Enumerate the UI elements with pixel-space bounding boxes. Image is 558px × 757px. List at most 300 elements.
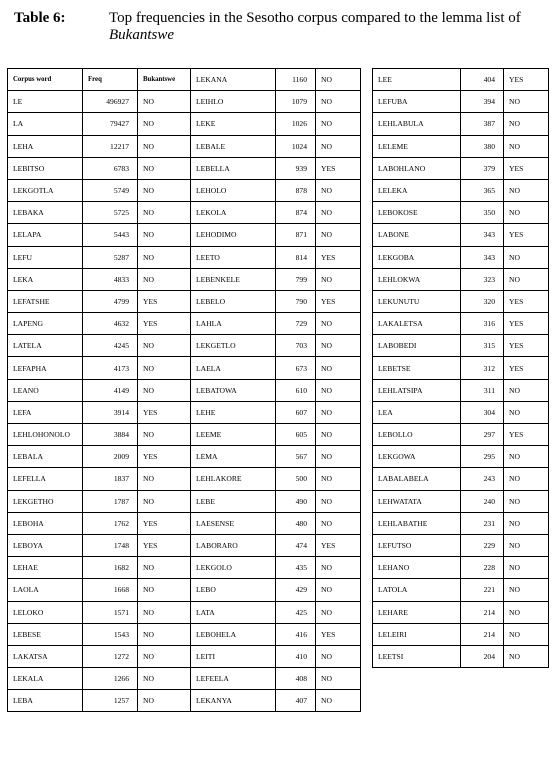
bukantswe-cell: NO xyxy=(504,468,549,490)
table-row xyxy=(373,91,549,113)
bukantswe-cell: NO xyxy=(316,135,361,157)
bukantswe-cell: YES xyxy=(138,512,191,534)
table-row xyxy=(8,512,191,534)
bukantswe-cell: NO xyxy=(504,534,549,556)
table-row xyxy=(191,668,361,690)
table-row xyxy=(373,512,549,534)
bukantswe-cell: NO xyxy=(138,224,191,246)
corpus-word-cell: LEBALA xyxy=(8,446,83,468)
table-row xyxy=(8,446,191,468)
corpus-word-cell: LABONE xyxy=(373,224,461,246)
table-row xyxy=(8,601,191,623)
table-row xyxy=(191,579,361,601)
bukantswe-cell: NO xyxy=(316,468,361,490)
freq-cell: 1079 xyxy=(276,91,316,113)
table-row xyxy=(8,179,191,201)
table-row xyxy=(373,135,549,157)
table-row xyxy=(373,468,549,490)
bukantswe-cell: NO xyxy=(138,690,191,712)
corpus-word-cell: LEKGOTLA xyxy=(8,179,83,201)
freq-cell: 790 xyxy=(276,290,316,312)
corpus-word-cell: LEHLATSIPA xyxy=(373,379,461,401)
bukantswe-cell: NO xyxy=(138,601,191,623)
bukantswe-cell: NO xyxy=(138,335,191,357)
bukantswe-cell: NO xyxy=(316,401,361,423)
bukantswe-cell: NO xyxy=(138,424,191,446)
corpus-word-cell: LEBATOWA xyxy=(191,379,276,401)
freq-cell: 871 xyxy=(276,224,316,246)
corpus-word-cell: LEMA xyxy=(191,446,276,468)
freq-cell: 1762 xyxy=(83,512,138,534)
bukantswe-cell: YES xyxy=(504,335,549,357)
table-row xyxy=(8,401,191,423)
bukantswe-cell: YES xyxy=(316,623,361,645)
freq-cell: 1160 xyxy=(276,69,316,91)
corpus-word-cell: LEHLOHONOLO xyxy=(8,424,83,446)
table-row xyxy=(191,512,361,534)
freq-cell: 79427 xyxy=(83,113,138,135)
freq-cell: 343 xyxy=(461,224,504,246)
table-row xyxy=(373,357,549,379)
freq-cell: 610 xyxy=(276,379,316,401)
bukantswe-cell: NO xyxy=(138,268,191,290)
freq-cell: 243 xyxy=(461,468,504,490)
table-row xyxy=(8,534,191,556)
bukantswe-cell: NO xyxy=(504,512,549,534)
freq-cell: 939 xyxy=(276,157,316,179)
freq-cell: 729 xyxy=(276,313,316,335)
freq-cell: 496927 xyxy=(83,91,138,113)
freq-cell: 4149 xyxy=(83,379,138,401)
bukantswe-cell: NO xyxy=(504,379,549,401)
table-row xyxy=(8,224,191,246)
bukantswe-cell: YES xyxy=(504,290,549,312)
bukantswe-cell: NO xyxy=(138,113,191,135)
corpus-word-cell: LEHOLO xyxy=(191,179,276,201)
corpus-word-cell: LEHE xyxy=(191,401,276,423)
freq-cell: 312 xyxy=(461,357,504,379)
table-row xyxy=(8,268,191,290)
corpus-word-cell: LEANO xyxy=(8,379,83,401)
corpus-word-cell: LABALABELA xyxy=(373,468,461,490)
corpus-word-cell: LEBE xyxy=(191,490,276,512)
table-row xyxy=(373,202,549,224)
freq-cell: 567 xyxy=(276,446,316,468)
freq-cell: 878 xyxy=(276,179,316,201)
corpus-word-cell: LEFATSHE xyxy=(8,290,83,312)
corpus-word-cell: LEKANYA xyxy=(191,690,276,712)
bukantswe-cell: NO xyxy=(504,490,549,512)
table-row xyxy=(8,690,191,712)
table-row xyxy=(373,401,549,423)
freq-cell: 3884 xyxy=(83,424,138,446)
freq-cell: 240 xyxy=(461,490,504,512)
bukantswe-cell: YES xyxy=(504,357,549,379)
bukantswe-cell: NO xyxy=(316,268,361,290)
freq-cell: 4173 xyxy=(83,357,138,379)
table-row xyxy=(8,290,191,312)
corpus-word-cell: LEHARE xyxy=(373,601,461,623)
bukantswe-cell: NO xyxy=(316,113,361,135)
corpus-word-cell: LEBELO xyxy=(191,290,276,312)
freq-cell: 320 xyxy=(461,290,504,312)
table-row xyxy=(191,645,361,667)
table-row xyxy=(191,313,361,335)
corpus-word-cell: LAELA xyxy=(191,357,276,379)
corpus-word-cell: LAKALETSA xyxy=(373,313,461,335)
bukantswe-cell: NO xyxy=(138,579,191,601)
freq-cell: 343 xyxy=(461,246,504,268)
freq-cell: 1748 xyxy=(83,534,138,556)
corpus-word-cell: LEKE xyxy=(191,113,276,135)
header-freq: Freq xyxy=(83,69,138,91)
table-row xyxy=(191,268,361,290)
bukantswe-cell: NO xyxy=(504,557,549,579)
corpus-word-cell: LEFA xyxy=(8,401,83,423)
table-row xyxy=(373,313,549,335)
corpus-word-cell: LEETO xyxy=(191,246,276,268)
corpus-word-cell: LEBESE xyxy=(8,623,83,645)
bukantswe-cell: NO xyxy=(138,557,191,579)
bukantswe-cell: NO xyxy=(504,579,549,601)
table-row xyxy=(191,357,361,379)
bukantswe-cell: YES xyxy=(316,534,361,556)
freq-cell: 435 xyxy=(276,557,316,579)
freq-cell: 394 xyxy=(461,91,504,113)
freq-cell: 410 xyxy=(276,645,316,667)
freq-cell: 295 xyxy=(461,446,504,468)
freq-cell: 387 xyxy=(461,113,504,135)
bukantswe-cell: NO xyxy=(138,668,191,690)
table-row xyxy=(191,202,361,224)
freq-cell: 315 xyxy=(461,335,504,357)
table-row xyxy=(8,645,191,667)
freq-cell: 407 xyxy=(276,690,316,712)
table-row xyxy=(373,379,549,401)
table-row xyxy=(8,668,191,690)
table-row xyxy=(8,157,191,179)
corpus-word-cell: LAOLA xyxy=(8,579,83,601)
bukantswe-cell: NO xyxy=(316,335,361,357)
corpus-word-cell: LABORARO xyxy=(191,534,276,556)
table-row xyxy=(191,69,361,91)
freq-cell: 1787 xyxy=(83,490,138,512)
freq-cell: 429 xyxy=(276,579,316,601)
corpus-word-cell: LE xyxy=(8,91,83,113)
freq-cell: 5749 xyxy=(83,179,138,201)
table-row xyxy=(8,623,191,645)
freq-cell: 4799 xyxy=(83,290,138,312)
bukantswe-cell: NO xyxy=(316,645,361,667)
table-row xyxy=(373,490,549,512)
table-row xyxy=(373,246,549,268)
freq-cell: 605 xyxy=(276,424,316,446)
bukantswe-cell: NO xyxy=(316,579,361,601)
freq-cell: 4632 xyxy=(83,313,138,335)
freq-cell: 1257 xyxy=(83,690,138,712)
corpus-word-cell: LEHODIMO xyxy=(191,224,276,246)
corpus-word-cell: LEKGOLO xyxy=(191,557,276,579)
corpus-word-cell: LEFU xyxy=(8,246,83,268)
corpus-word-cell: LEBOYA xyxy=(8,534,83,556)
corpus-word-cell: LEEME xyxy=(191,424,276,446)
bukantswe-cell: NO xyxy=(138,202,191,224)
table-row xyxy=(373,446,549,468)
table-row xyxy=(373,579,549,601)
corpus-word-cell: LELAPA xyxy=(8,224,83,246)
table-row xyxy=(8,91,191,113)
corpus-word-cell: LEIHLO xyxy=(191,91,276,113)
bukantswe-cell: NO xyxy=(504,179,549,201)
bukantswe-cell: NO xyxy=(316,91,361,113)
corpus-word-cell: LEHAE xyxy=(8,557,83,579)
table-row xyxy=(191,601,361,623)
table-row xyxy=(8,135,191,157)
bukantswe-cell: YES xyxy=(138,446,191,468)
caption-label: Table 6: xyxy=(14,10,66,26)
bukantswe-cell: NO xyxy=(504,601,549,623)
freq-cell: 814 xyxy=(276,246,316,268)
corpus-word-cell: LEBOLLO xyxy=(373,424,461,446)
corpus-word-cell: LEHLOKWA xyxy=(373,268,461,290)
corpus-word-cell: LEBOHA xyxy=(8,512,83,534)
table-row xyxy=(191,690,361,712)
freq-cell: 1571 xyxy=(83,601,138,623)
bukantswe-cell: NO xyxy=(138,468,191,490)
freq-cell: 5443 xyxy=(83,224,138,246)
corpus-word-cell: LELEME xyxy=(373,135,461,157)
freq-cell: 799 xyxy=(276,268,316,290)
bukantswe-cell: NO xyxy=(316,490,361,512)
bukantswe-cell: YES xyxy=(138,534,191,556)
corpus-word-cell: LEBOHELA xyxy=(191,623,276,645)
corpus-word-cell: LABOHLANO xyxy=(373,157,461,179)
caption-italic: Bukantswe xyxy=(109,27,174,43)
corpus-word-cell: LEBA xyxy=(8,690,83,712)
table-row xyxy=(191,246,361,268)
table-row xyxy=(191,379,361,401)
bukantswe-cell: NO xyxy=(138,179,191,201)
corpus-word-cell: LEBAKA xyxy=(8,202,83,224)
freq-cell: 380 xyxy=(461,135,504,157)
corpus-word-cell: LEETSI xyxy=(373,645,461,667)
corpus-word-cell: LEHLABULA xyxy=(373,113,461,135)
corpus-word-cell: LEKGETHO xyxy=(8,490,83,512)
freq-cell: 6783 xyxy=(83,157,138,179)
freq-cell: 500 xyxy=(276,468,316,490)
bukantswe-cell: NO xyxy=(316,379,361,401)
freq-cell: 1668 xyxy=(83,579,138,601)
bukantswe-cell: YES xyxy=(138,290,191,312)
freq-cell: 3914 xyxy=(83,401,138,423)
bukantswe-cell: NO xyxy=(138,623,191,645)
bukantswe-cell: NO xyxy=(316,690,361,712)
table-row xyxy=(373,113,549,135)
table-row xyxy=(191,335,361,357)
table-row xyxy=(8,557,191,579)
corpus-word-cell: LEKA xyxy=(8,268,83,290)
corpus-word-cell: LEBO xyxy=(191,579,276,601)
corpus-word-cell: LEA xyxy=(373,401,461,423)
bukantswe-cell: NO xyxy=(504,246,549,268)
freq-cell: 311 xyxy=(461,379,504,401)
bukantswe-cell: NO xyxy=(504,623,549,645)
corpus-word-cell: LELEKA xyxy=(373,179,461,201)
header-corpus-word: Corpus word xyxy=(8,69,83,91)
freq-cell: 323 xyxy=(461,268,504,290)
freq-cell: 673 xyxy=(276,357,316,379)
corpus-word-cell: LEITI xyxy=(191,645,276,667)
bukantswe-cell: NO xyxy=(316,313,361,335)
freq-cell: 1266 xyxy=(83,668,138,690)
table-row xyxy=(373,424,549,446)
frequency-table-2 xyxy=(190,68,361,712)
frequency-table-3 xyxy=(372,68,549,668)
corpus-word-cell: LEE xyxy=(373,69,461,91)
bukantswe-cell: NO xyxy=(504,268,549,290)
corpus-word-cell: LEHLAKORE xyxy=(191,468,276,490)
table-row xyxy=(373,69,549,91)
bukantswe-cell: NO xyxy=(316,357,361,379)
table-row xyxy=(191,468,361,490)
bukantswe-cell: NO xyxy=(138,135,191,157)
table-row xyxy=(8,579,191,601)
freq-cell: 5287 xyxy=(83,246,138,268)
corpus-word-cell: LA xyxy=(8,113,83,135)
bukantswe-cell: NO xyxy=(504,645,549,667)
freq-cell: 316 xyxy=(461,313,504,335)
freq-cell: 408 xyxy=(276,668,316,690)
table-row xyxy=(373,623,549,645)
bukantswe-cell: NO xyxy=(316,424,361,446)
bukantswe-cell: NO xyxy=(138,357,191,379)
freq-cell: 1682 xyxy=(83,557,138,579)
corpus-word-cell: LEFELLA xyxy=(8,468,83,490)
bukantswe-cell: YES xyxy=(504,313,549,335)
freq-cell: 4245 xyxy=(83,335,138,357)
freq-cell: 214 xyxy=(461,601,504,623)
corpus-word-cell: LELOKO xyxy=(8,601,83,623)
freq-cell: 214 xyxy=(461,623,504,645)
corpus-word-cell: LEKGOBA xyxy=(373,246,461,268)
table-row xyxy=(8,379,191,401)
corpus-word-cell: LEHLABATHE xyxy=(373,512,461,534)
table-row xyxy=(373,557,549,579)
freq-cell: 607 xyxy=(276,401,316,423)
freq-cell: 1837 xyxy=(83,468,138,490)
table-row xyxy=(191,557,361,579)
bukantswe-cell: NO xyxy=(316,202,361,224)
table-row xyxy=(8,335,191,357)
table-row xyxy=(191,179,361,201)
table-row xyxy=(191,157,361,179)
corpus-word-cell: LEHWATATA xyxy=(373,490,461,512)
freq-cell: 379 xyxy=(461,157,504,179)
freq-cell: 416 xyxy=(276,623,316,645)
bukantswe-cell: NO xyxy=(138,490,191,512)
bukantswe-cell: NO xyxy=(316,601,361,623)
table-row xyxy=(191,290,361,312)
freq-cell: 874 xyxy=(276,202,316,224)
bukantswe-cell: NO xyxy=(504,91,549,113)
corpus-word-cell: LEFUTSO xyxy=(373,534,461,556)
caption-text: Top frequencies in the Sesotho corpus compared to the lemma list of xyxy=(109,10,521,26)
bukantswe-cell: NO xyxy=(316,179,361,201)
corpus-word-cell: LEBETSE xyxy=(373,357,461,379)
corpus-word-cell: LEBENKELE xyxy=(191,268,276,290)
table-row xyxy=(191,224,361,246)
table-row xyxy=(8,490,191,512)
header-bukantswe: Bukantswe xyxy=(138,69,191,91)
bukantswe-cell: YES xyxy=(504,424,549,446)
table-row xyxy=(8,246,191,268)
corpus-word-cell: LEBELLA xyxy=(191,157,276,179)
bukantswe-cell: YES xyxy=(138,313,191,335)
corpus-word-cell: LATELA xyxy=(8,335,83,357)
freq-cell: 404 xyxy=(461,69,504,91)
bukantswe-cell: NO xyxy=(316,512,361,534)
freq-cell: 703 xyxy=(276,335,316,357)
freq-cell: 490 xyxy=(276,490,316,512)
bukantswe-cell: NO xyxy=(316,446,361,468)
freq-cell: 365 xyxy=(461,179,504,201)
bukantswe-cell: NO xyxy=(504,135,549,157)
freq-cell: 480 xyxy=(276,512,316,534)
table-row xyxy=(8,468,191,490)
bukantswe-cell: YES xyxy=(316,246,361,268)
bukantswe-cell: NO xyxy=(504,401,549,423)
corpus-word-cell: LAPENG xyxy=(8,313,83,335)
table-row xyxy=(8,313,191,335)
bukantswe-cell: NO xyxy=(316,668,361,690)
freq-cell: 229 xyxy=(461,534,504,556)
corpus-word-cell: LEHA xyxy=(8,135,83,157)
bukantswe-cell: YES xyxy=(316,157,361,179)
table-row xyxy=(191,623,361,645)
bukantswe-cell: NO xyxy=(316,69,361,91)
table-row xyxy=(191,135,361,157)
table-row xyxy=(373,290,549,312)
corpus-word-cell: LABOBEDI xyxy=(373,335,461,357)
corpus-word-cell: LEFAPHA xyxy=(8,357,83,379)
corpus-word-cell: LELEIRI xyxy=(373,623,461,645)
table-row xyxy=(373,224,549,246)
corpus-word-cell: LATA xyxy=(191,601,276,623)
corpus-word-cell: LAHLA xyxy=(191,313,276,335)
table-row xyxy=(191,91,361,113)
corpus-word-cell: LEBITSO xyxy=(8,157,83,179)
freq-cell: 350 xyxy=(461,202,504,224)
freq-cell: 12217 xyxy=(83,135,138,157)
corpus-word-cell: LEFUBA xyxy=(373,91,461,113)
bukantswe-cell: YES xyxy=(316,290,361,312)
table-row xyxy=(373,157,549,179)
freq-cell: 425 xyxy=(276,601,316,623)
table-row xyxy=(191,424,361,446)
table-row xyxy=(373,268,549,290)
table-row xyxy=(191,534,361,556)
corpus-word-cell: LEKANA xyxy=(191,69,276,91)
bukantswe-cell: NO xyxy=(138,379,191,401)
freq-cell: 204 xyxy=(461,645,504,667)
bukantswe-cell: NO xyxy=(504,446,549,468)
table-row xyxy=(373,179,549,201)
freq-cell: 4833 xyxy=(83,268,138,290)
corpus-word-cell: LEFEELA xyxy=(191,668,276,690)
bukantswe-cell: NO xyxy=(504,202,549,224)
corpus-word-cell: LAKATSA xyxy=(8,645,83,667)
freq-cell: 297 xyxy=(461,424,504,446)
